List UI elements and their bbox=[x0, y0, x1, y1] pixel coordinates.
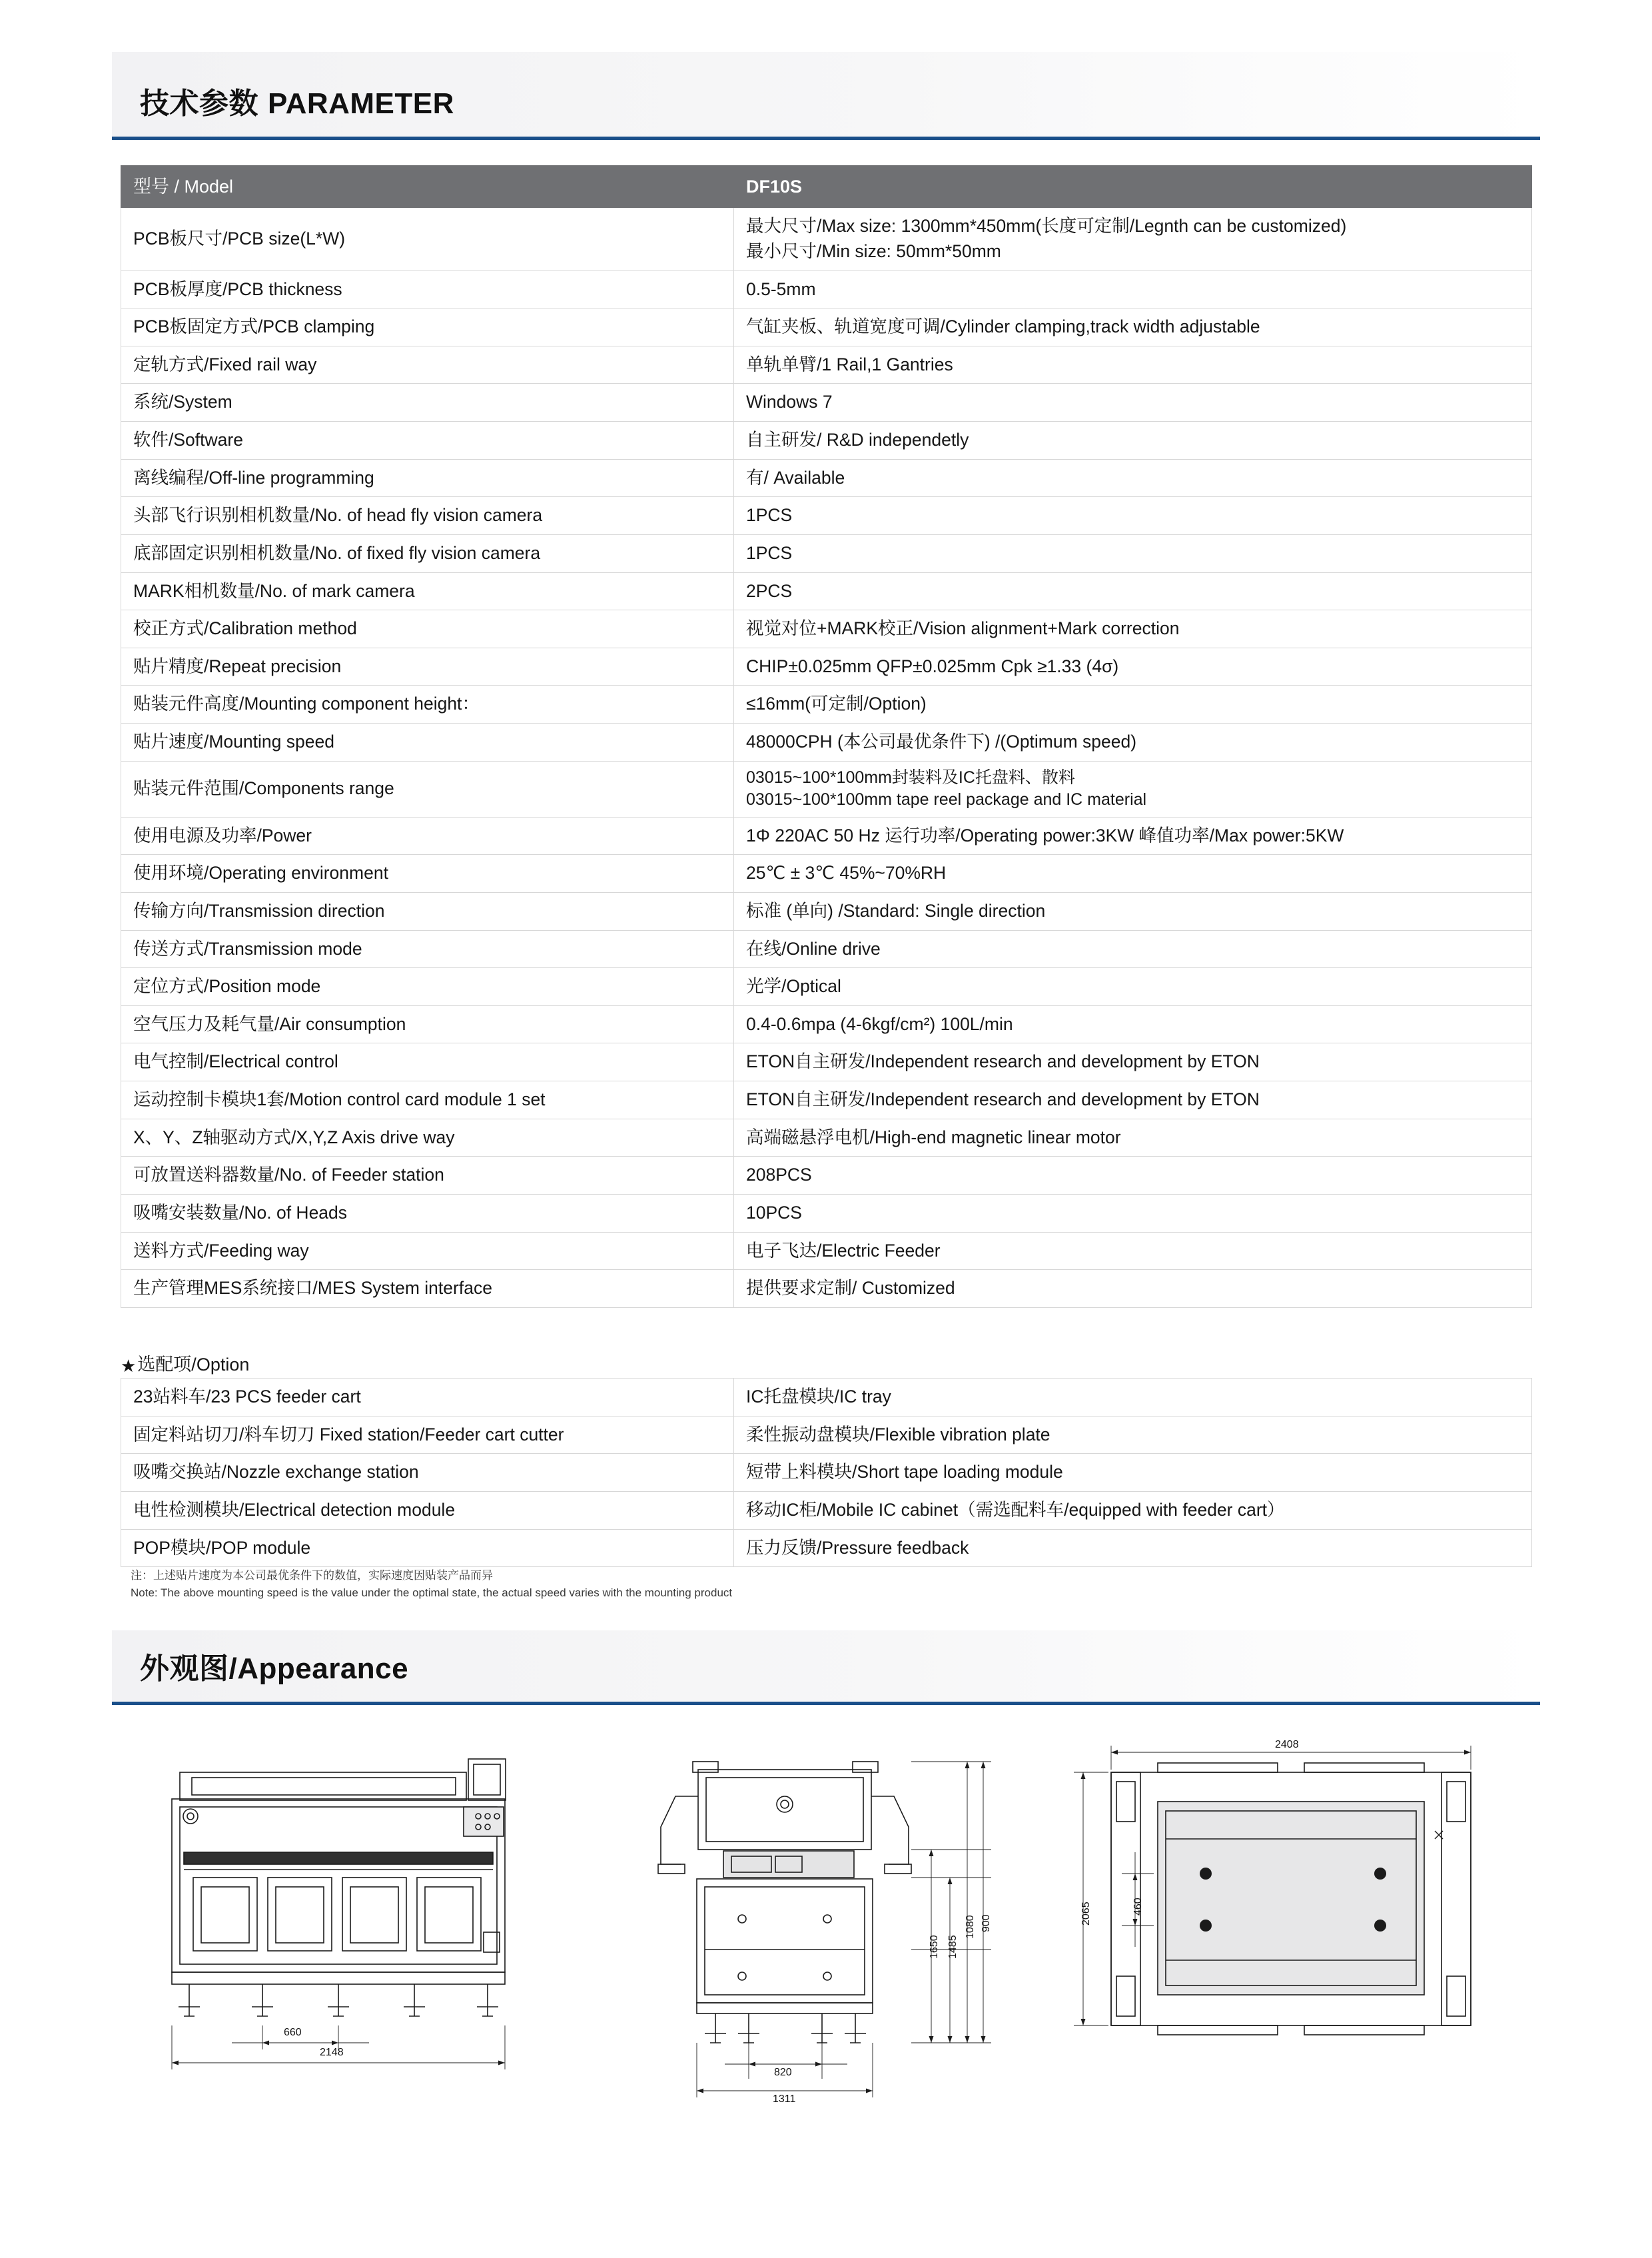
dim-top-depth: 2065 bbox=[1080, 1902, 1092, 1926]
table-row bbox=[121, 1119, 1532, 1157]
table-row bbox=[121, 1491, 1532, 1529]
table-row bbox=[121, 892, 1532, 930]
row-value: ≤16mm(可定制/Option) bbox=[734, 686, 1532, 724]
row-label: 可放置送料器数量/No. of Feeder station bbox=[121, 1157, 734, 1195]
table-header-row bbox=[121, 166, 1532, 208]
row-value-line1: 最大尺寸/Max size: 1300mm*450mm(长度可定制/Legnth can be customized) bbox=[746, 216, 1347, 237]
row-label: 吸嘴交换站/Nozzle exchange station bbox=[121, 1454, 734, 1492]
dim-side-w1: 820 bbox=[774, 2067, 792, 2078]
row-value: 48000CPH (本公司最优条件下) /(Optimum speed) bbox=[734, 724, 1532, 762]
option-title bbox=[121, 1350, 249, 1376]
table-row bbox=[121, 930, 1532, 968]
table-row bbox=[121, 1194, 1532, 1232]
row-value: ETON自主研发/Independent research and development by ETON bbox=[734, 1081, 1532, 1119]
row-value: 移动IC柜/Mobile IC cabinet（需选配料车/equipped with feeder cart） bbox=[734, 1491, 1532, 1529]
side-view-svg bbox=[618, 1732, 1018, 2199]
row-label: 23站料车/23 PCS feeder cart bbox=[121, 1379, 734, 1416]
table-row bbox=[121, 208, 1532, 271]
page-title-en: PARAMETER bbox=[268, 87, 454, 120]
footnote-line-cn: 注：上述贴片速度为本公司最优条件下的数值，实际速度因贴装产品而异 bbox=[131, 1569, 493, 1582]
table-row bbox=[121, 308, 1532, 346]
dim-side-h1: 1650 bbox=[929, 1935, 940, 1959]
row-value: 1PCS bbox=[734, 534, 1532, 572]
row-value: 10PCS bbox=[734, 1194, 1532, 1232]
row-label: 电气控制/Electrical control bbox=[121, 1043, 734, 1081]
table-row bbox=[121, 384, 1532, 422]
row-label: 底部固定识别相机数量/No. of fixed fly vision camera bbox=[121, 534, 734, 572]
table-row bbox=[121, 1005, 1532, 1043]
table-row bbox=[121, 459, 1532, 497]
row-value: 25℃ ± 3℃ 45%~70%RH bbox=[734, 855, 1532, 893]
spec-table bbox=[121, 165, 1532, 1308]
table-row bbox=[121, 1232, 1532, 1270]
row-label: 离线编程/Off-line programming bbox=[121, 459, 734, 497]
row-value: 高端磁悬浮电机/High-end magnetic linear motor bbox=[734, 1119, 1532, 1157]
table-row bbox=[121, 610, 1532, 648]
row-label: 定轨方式/Fixed rail way bbox=[121, 346, 734, 384]
row-label: 固定料站切刀/料车切刀 Fixed station/Feeder cart cutter bbox=[121, 1416, 734, 1454]
dim-front-width-total: 2148 bbox=[320, 2047, 344, 2058]
table-header-model: 型号 / Model bbox=[121, 166, 734, 208]
dim-side-h3: 1080 bbox=[965, 1915, 976, 1939]
table-row bbox=[121, 1043, 1532, 1081]
front-view-drawing bbox=[132, 1732, 572, 2199]
table-row bbox=[121, 534, 1532, 572]
table-row bbox=[121, 1379, 1532, 1416]
table-row bbox=[121, 855, 1532, 893]
table-row bbox=[121, 271, 1532, 308]
row-label: 传输方向/Transmission direction bbox=[121, 892, 734, 930]
row-label: 使用环境/Operating environment bbox=[121, 855, 734, 893]
row-value: 1PCS bbox=[734, 497, 1532, 535]
row-value: 视觉对位+MARK校正/Vision alignment+Mark correction bbox=[734, 610, 1532, 648]
table-row bbox=[121, 1270, 1532, 1308]
dim-side-h2: 1485 bbox=[947, 1935, 959, 1959]
table-row bbox=[121, 686, 1532, 724]
table-row bbox=[121, 1416, 1532, 1454]
row-value: 1Φ 220AC 50 Hz 运行功率/Operating power:3KW 峰值功率/Max power:5KW bbox=[734, 817, 1532, 855]
dim-side-w2: 1311 bbox=[773, 2093, 796, 2105]
row-label: PCB板厚度/PCB thickness bbox=[121, 271, 734, 308]
row-value: ETON自主研发/Independent research and development by ETON bbox=[734, 1043, 1532, 1081]
row-label: 贴片精度/Repeat precision bbox=[121, 648, 734, 686]
row-value-line2: 03015~100*100mm tape reel package and IC material bbox=[746, 790, 1147, 810]
dim-side-h4: 900 bbox=[981, 1914, 992, 1932]
row-label: 系统/System bbox=[121, 384, 734, 422]
row-label: 运动控制卡模块1套/Motion control card module 1 set bbox=[121, 1081, 734, 1119]
row-label: MARK相机数量/No. of mark camera bbox=[121, 572, 734, 610]
table-row bbox=[121, 497, 1532, 535]
row-value: 0.5-5mm bbox=[734, 271, 1532, 308]
section-header-parameter bbox=[112, 52, 1540, 140]
row-value: 压力反馈/Pressure feedback bbox=[734, 1529, 1532, 1567]
table-row bbox=[121, 1454, 1532, 1492]
row-label: 送料方式/Feeding way bbox=[121, 1232, 734, 1270]
table-row bbox=[121, 422, 1532, 460]
table-row bbox=[121, 648, 1532, 686]
row-value-line2: 最小尺寸/Min size: 50mm*50mm bbox=[746, 241, 1001, 261]
table-row bbox=[121, 1157, 1532, 1195]
row-label: 校正方式/Calibration method bbox=[121, 610, 734, 648]
row-value: 0.4-0.6mpa (4-6kgf/cm²) 100L/min bbox=[734, 1005, 1532, 1043]
table-row bbox=[121, 346, 1532, 384]
row-label: 空气压力及耗气量/Air consumption bbox=[121, 1005, 734, 1043]
table-row bbox=[121, 1081, 1532, 1119]
dim-top-inner: 460 bbox=[1132, 1898, 1144, 1916]
row-label: PCB板固定方式/PCB clamping bbox=[121, 308, 734, 346]
table-header-value: DF10S bbox=[734, 166, 1532, 208]
row-value: 有/ Available bbox=[734, 459, 1532, 497]
top-view-drawing bbox=[1064, 1732, 1524, 2199]
row-value bbox=[734, 761, 1532, 817]
row-value: 单轨单臂/1 Rail,1 Gantries bbox=[734, 346, 1532, 384]
row-label: 贴装元件范围/Components range bbox=[121, 761, 734, 817]
front-view-svg bbox=[132, 1732, 572, 2199]
option-title-text: 选配项/Option bbox=[137, 1355, 250, 1375]
row-label: 使用电源及功率/Power bbox=[121, 817, 734, 855]
table-row bbox=[121, 761, 1532, 817]
row-value: IC托盘模块/IC tray bbox=[734, 1379, 1532, 1416]
row-label: 贴装元件高度/Mounting component height： bbox=[121, 686, 734, 724]
row-label: 生产管理MES系统接口/MES System interface bbox=[121, 1270, 734, 1308]
table-row bbox=[121, 572, 1532, 610]
section-header-appearance bbox=[112, 1630, 1540, 1705]
row-value: 标准 (单向) /Standard: Single direction bbox=[734, 892, 1532, 930]
row-value: 光学/Optical bbox=[734, 968, 1532, 1006]
row-label: 贴片速度/Mounting speed bbox=[121, 724, 734, 762]
row-label: X、Y、Z轴驱动方式/X,Y,Z Axis drive way bbox=[121, 1119, 734, 1157]
row-value: 电子飞达/Electric Feeder bbox=[734, 1232, 1532, 1270]
appearance-title: 外观图/Appearance bbox=[140, 1652, 409, 1685]
footnote bbox=[131, 1567, 732, 1601]
option-table bbox=[121, 1378, 1532, 1567]
table-row bbox=[121, 968, 1532, 1006]
row-value bbox=[734, 208, 1532, 271]
table-row bbox=[121, 724, 1532, 762]
footnote-line-en: Note: The above mounting speed is the value under the optimal state, the actual speed varies with the mounting product bbox=[131, 1586, 733, 1599]
page-title-cn: 技术参数 bbox=[140, 87, 258, 120]
row-label: 传送方式/Transmission mode bbox=[121, 930, 734, 968]
appearance-drawings bbox=[112, 1732, 1540, 2212]
row-value: 在线/Online drive bbox=[734, 930, 1532, 968]
table-row bbox=[121, 1529, 1532, 1567]
dim-front-width-inner: 660 bbox=[284, 2027, 302, 2038]
page-title bbox=[140, 79, 454, 122]
row-value: 柔性振动盘模块/Flexible vibration plate bbox=[734, 1416, 1532, 1454]
row-value: CHIP±0.025mm QFP±0.025mm Cpk ≥1.33 (4σ) bbox=[734, 648, 1532, 686]
row-label: PCB板尺寸/PCB size(L*W) bbox=[121, 208, 734, 271]
top-view-svg bbox=[1064, 1732, 1524, 2199]
row-value-line1: 03015~100*100mm封装料及IC托盘料、散料 bbox=[746, 768, 1075, 787]
row-value: 气缸夹板、轨道宽度可调/Cylinder clamping,track width adjustable bbox=[734, 308, 1532, 346]
dim-top-width: 2408 bbox=[1275, 1739, 1299, 1750]
row-label: 头部飞行识别相机数量/No. of head fly vision camera bbox=[121, 497, 734, 535]
row-value: 2PCS bbox=[734, 572, 1532, 610]
row-label: 吸嘴安装数量/No. of Heads bbox=[121, 1194, 734, 1232]
table-row bbox=[121, 817, 1532, 855]
star-icon: ★ bbox=[121, 1356, 137, 1376]
row-value: 提供要求定制/ Customized bbox=[734, 1270, 1532, 1308]
side-view-drawing bbox=[618, 1732, 1018, 2199]
row-label: 电性检测模块/Electrical detection module bbox=[121, 1491, 734, 1529]
row-value: 自主研发/ R&D independetly bbox=[734, 422, 1532, 460]
row-value: 短带上料模块/Short tape loading module bbox=[734, 1454, 1532, 1492]
row-label: 定位方式/Position mode bbox=[121, 968, 734, 1006]
row-value: Windows 7 bbox=[734, 384, 1532, 422]
row-label: POP模块/POP module bbox=[121, 1529, 734, 1567]
row-label: 软件/Software bbox=[121, 422, 734, 460]
row-value: 208PCS bbox=[734, 1157, 1532, 1195]
